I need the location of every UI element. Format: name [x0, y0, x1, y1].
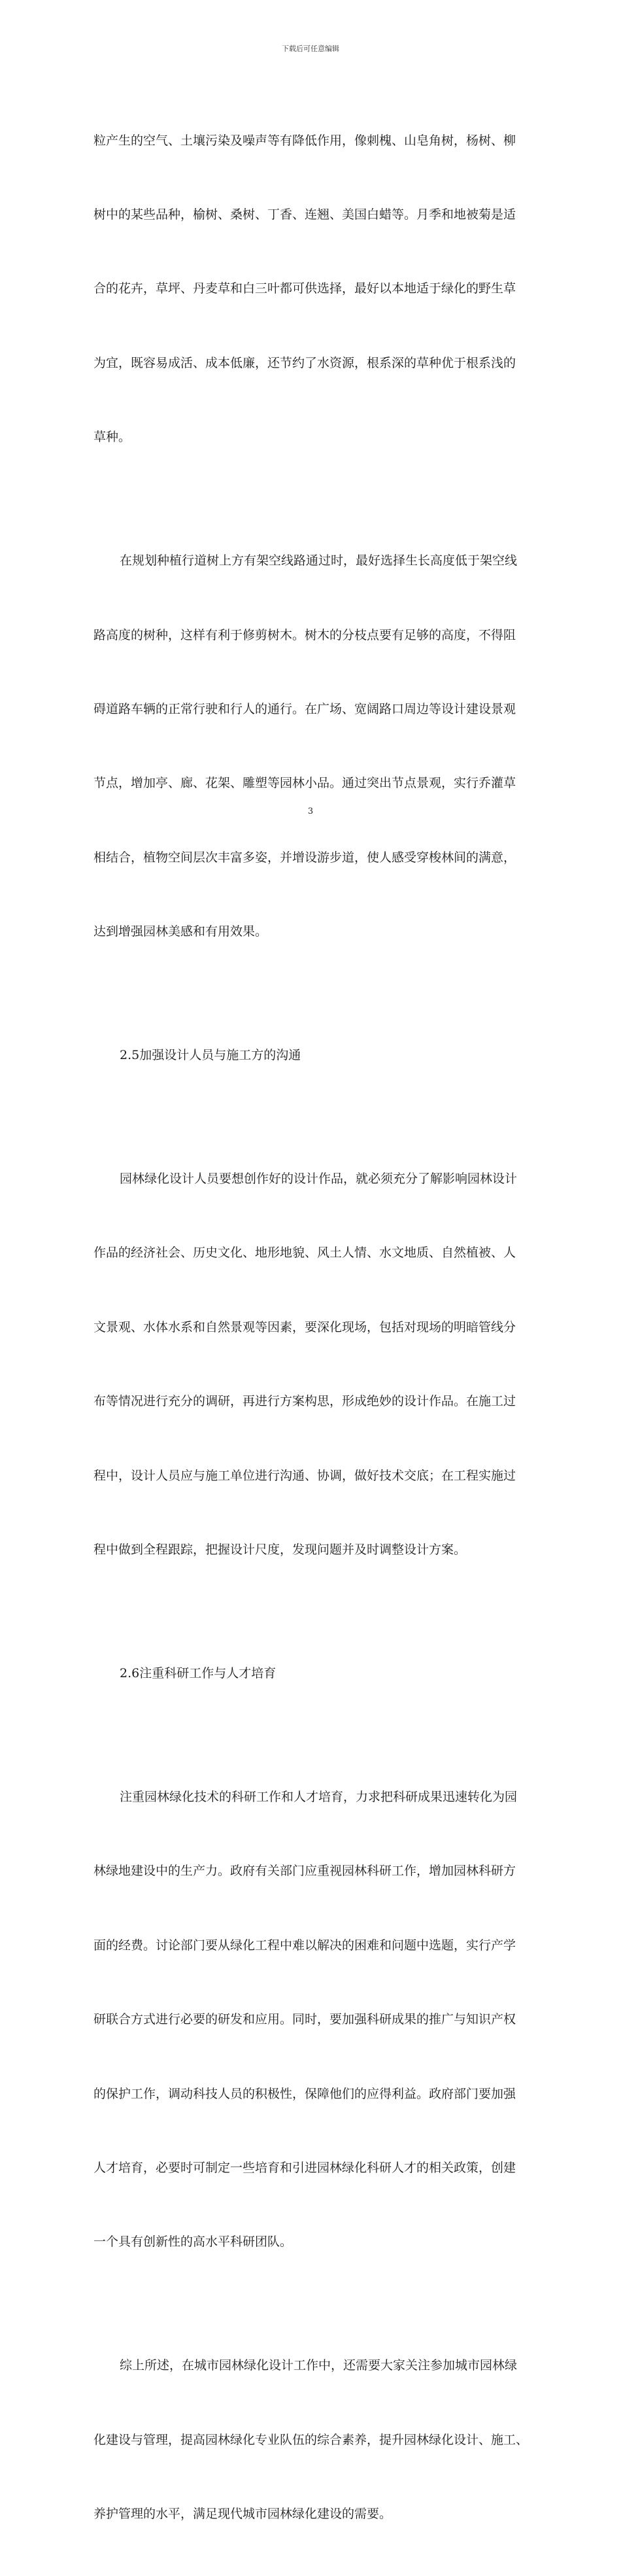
paragraph-plant-species [93, 79, 528, 500]
paragraph-street-trees [93, 500, 528, 994]
text-line: 园林绿化设计人员要想创作好的设计作品，就必须充分了解影响园林设计 [120, 1172, 518, 1187]
text-line: 注重园林绿化技术的科研工作和人才培育，力求把科研成果迅速转化为园 [120, 1789, 518, 1804]
text-line: 达到增强园林美感和有用效果。 [93, 924, 268, 939]
paragraph-conclusion [93, 2305, 528, 2576]
text-line: 草种。 [93, 430, 131, 445]
text-line: 在规划种植行道树上方有架空线路通过时，最好选择生长高度低于架空线 [120, 553, 518, 568]
text-line: 为宜，既容易成活、成本低廉，还节约了水资源，根系深的草种优于根系浅的 [93, 355, 516, 370]
page-number: 3 [307, 807, 314, 816]
text-line: 布等情况进行充分的调研，再进行方案构思，形成绝妙的设计作品。在施工过 [93, 1394, 516, 1409]
text-line: 树中的某些品种，榆树、桑树、丁香、连翘、美国白蜡等。月季和地被菊是适 [93, 207, 516, 222]
text-line: 一个具有创新性的高水平科研团队。 [93, 2235, 293, 2250]
text-line: 路高度的树种，这样有利于修剪树木。树木的分枝点要有足够的高度，不得阻 [93, 627, 516, 642]
text-line: 作品的经济社会、历史文化、地形地貌、风土人情、水文地质、自然植被、人 [93, 1245, 516, 1261]
text-line: 人才培育，必要时可制定一些培育和引进园林绿化科研人才的相关政策，创建 [93, 2160, 516, 2175]
text-line: 节点，增加亭、廊、花架、雕塑等园林小品。通过突出节点景观，实行乔灌草 [93, 776, 516, 791]
paragraph-research [93, 1735, 528, 2304]
text-line: 文景观、水体水系和自然景观等因素，要深化现场，包括对现场的明暗管线分 [93, 1319, 516, 1334]
section-heading-2-6 [93, 1612, 528, 1735]
heading-text: 2.6注重科研工作与人才培育 [120, 1666, 277, 1680]
text-line: 化建设与管理，提高园林绿化专业队伍的综合素养，提升园林绿化设计、施工、 [93, 2432, 529, 2447]
text-line: 的保护工作，调动科技人员的积极性，保障他们的应得利益。政府部门要加强 [93, 2086, 516, 2101]
text-line: 合的花卉，草坪、丹麦草和白三叶都可供选择，最好以本地适于绿化的野生草 [93, 281, 516, 296]
document-body [93, 79, 528, 2576]
paragraph-communication [93, 1117, 528, 1612]
text-line: 程中，设计人员应与施工单位进行沟通、协调，做好技术交底；在工程实施过 [93, 1468, 516, 1483]
text-line: 综上所述，在城市园林绿化设计工作中，还需要大家关注参加城市园林绿 [120, 2358, 518, 2373]
text-line: 研联合方式进行必要的研发和应用。同时，要加强科研成果的推广与知识产权 [93, 2012, 516, 2027]
text-line: 林绿地建设中的生产力。政府有关部门应重视园林科研工作，增加园林科研方 [93, 1864, 516, 1879]
text-line: 程中做到全程跟踪，把握设计尺度，发现问题并及时调整设计方案。 [93, 1542, 467, 1558]
section-heading-2-5 [93, 994, 528, 1117]
heading-text: 2.5加强设计人员与施工方的沟通 [120, 1048, 301, 1063]
text-line: 相结合，植物空间层次丰富多姿，并增设游步道，使人感受穿梭林间的满意， [93, 850, 516, 865]
text-line: 面的经费。讨论部门要从绿化工程中难以解决的困难和问题中选题，实行产学 [93, 1938, 516, 1953]
text-line: 碍道路车辆的正常行驶和行人的通行。在广场、宽阔路口周边等设计建设景观 [93, 701, 516, 716]
text-line: 养护管理的水平，满足现代城市园林绿化建设的需要。 [93, 2507, 392, 2522]
text-line: 粒产生的空气、土壤污染及噪声等有降低作用，像刺槐、山皂角树，杨树、柳 [93, 133, 516, 148]
page-header: 下载后可任意编辑 [282, 44, 339, 53]
